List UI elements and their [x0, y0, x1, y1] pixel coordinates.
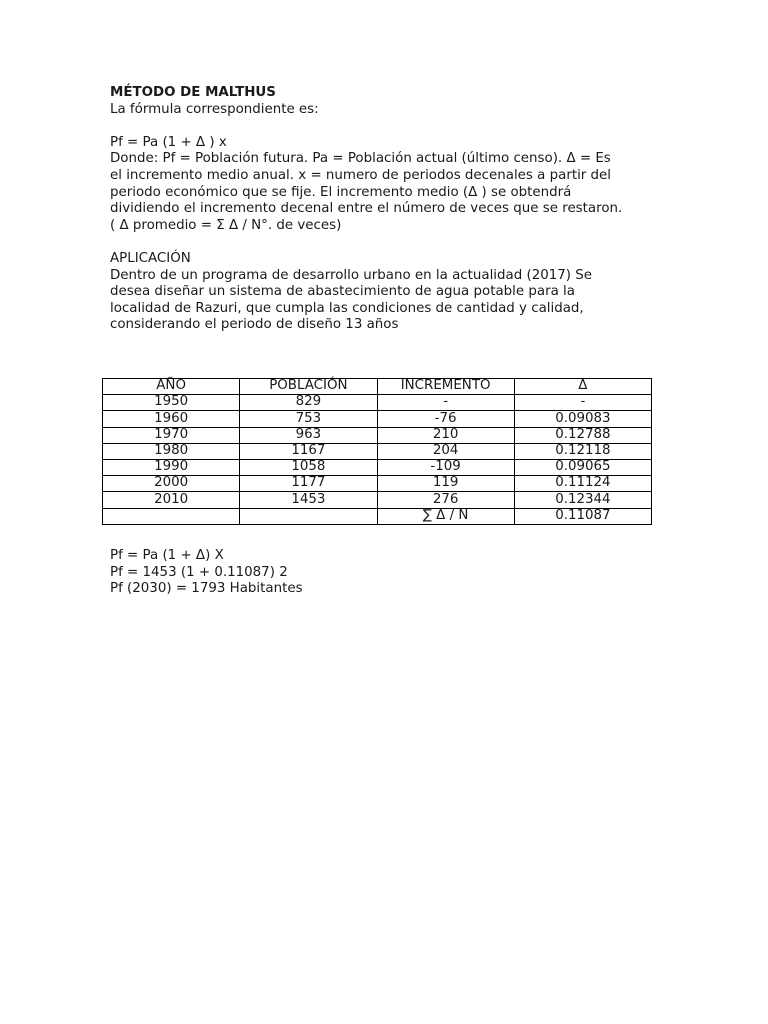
spacer: [110, 234, 670, 251]
application-line: considerando el periodo de diseño 13 años: [110, 317, 399, 333]
table-cell: 963: [240, 427, 377, 443]
table-cell: -109: [377, 459, 514, 475]
table-cell: 1990: [103, 459, 240, 475]
table-cell: 210: [377, 427, 514, 443]
table-row: [103, 395, 652, 411]
table-header-row: [103, 379, 652, 395]
table-cell: 1058: [240, 459, 377, 475]
table-footer-row: [103, 508, 652, 524]
table-row: [103, 427, 652, 443]
document-title: MÉTODO DE MALTHUS: [110, 85, 276, 100]
table-cell: 204: [377, 443, 514, 459]
table-cell: 2010: [103, 492, 240, 508]
table-cell: 1177: [240, 476, 377, 492]
explanation-line: ( Δ promedio = Σ Δ / N°. de veces): [110, 217, 342, 233]
document-body: [110, 85, 670, 334]
table-cell: 0.12344: [514, 492, 651, 508]
formula-main: Pf = Pa (1 + Δ ) x: [110, 134, 227, 150]
spacer: [110, 118, 670, 135]
explanation-line: el incremento medio anual. x = numero de periodos decenales a partir del: [110, 167, 612, 183]
table-row: [103, 459, 652, 475]
table-cell: 1980: [103, 443, 240, 459]
table-cell: 1970: [103, 427, 240, 443]
application-line: desea diseñar un sistema de abastecimiento de agua potable para la: [110, 284, 575, 300]
table-cell: 0.09083: [514, 411, 651, 427]
table-cell: -: [514, 395, 651, 411]
result-line: Pf (2030) = 1793 Habitantes: [110, 581, 303, 597]
result-line: Pf = 1453 (1 + 0.11087) 2: [110, 564, 288, 580]
population-table: [102, 378, 652, 525]
table-cell: 2000: [103, 476, 240, 492]
table-row: [103, 411, 652, 427]
table-cell: [240, 508, 377, 524]
application-title: APLICACIÓN: [110, 250, 191, 266]
table-cell: 276: [377, 492, 514, 508]
table-cell: 1453: [240, 492, 377, 508]
table-cell: 119: [377, 476, 514, 492]
table-row: [103, 443, 652, 459]
explanation-line: periodo económico que se fije. El incremento medio (Δ ) se obtendrá: [110, 184, 572, 200]
table-cell: 753: [240, 411, 377, 427]
sum-label-cell: ∑ Δ / N: [377, 508, 514, 524]
intro-text: La fórmula correspondiente es:: [110, 101, 319, 117]
table-row: [103, 476, 652, 492]
table-cell: 1950: [103, 395, 240, 411]
table-cell: 0.12788: [514, 427, 651, 443]
table-cell: -76: [377, 411, 514, 427]
table-cell: [103, 508, 240, 524]
average-delta-cell: 0.11087: [514, 508, 651, 524]
result-line: Pf = Pa (1 + Δ) X: [110, 548, 224, 563]
table-cell: 1960: [103, 411, 240, 427]
table-cell: 0.09065: [514, 459, 651, 475]
table-cell: 829: [240, 395, 377, 411]
column-header-delta: Δ: [514, 379, 651, 395]
results-block: [110, 548, 303, 598]
column-header-population: POBLACIÓN: [240, 379, 377, 395]
explanation-line: dividiendo el incremento decenal entre el número de veces que se restaron.: [110, 201, 623, 217]
explanation-line: Donde: Pf = Población futura. Pa = Población actual (último censo). Δ = Es: [110, 151, 611, 167]
table-cell: 0.12118: [514, 443, 651, 459]
column-header-increment: INCREMENTO: [377, 379, 514, 395]
table-row: [103, 492, 652, 508]
table-cell: 0.11124: [514, 476, 651, 492]
table-cell: 1167: [240, 443, 377, 459]
column-header-year: AÑO: [103, 379, 240, 395]
application-line: localidad de Razuri, que cumpla las condiciones de cantidad y calidad,: [110, 300, 584, 316]
application-line: Dentro de un programa de desarrollo urbano en la actualidad (2017) Se: [110, 267, 593, 283]
table-cell: -: [377, 395, 514, 411]
